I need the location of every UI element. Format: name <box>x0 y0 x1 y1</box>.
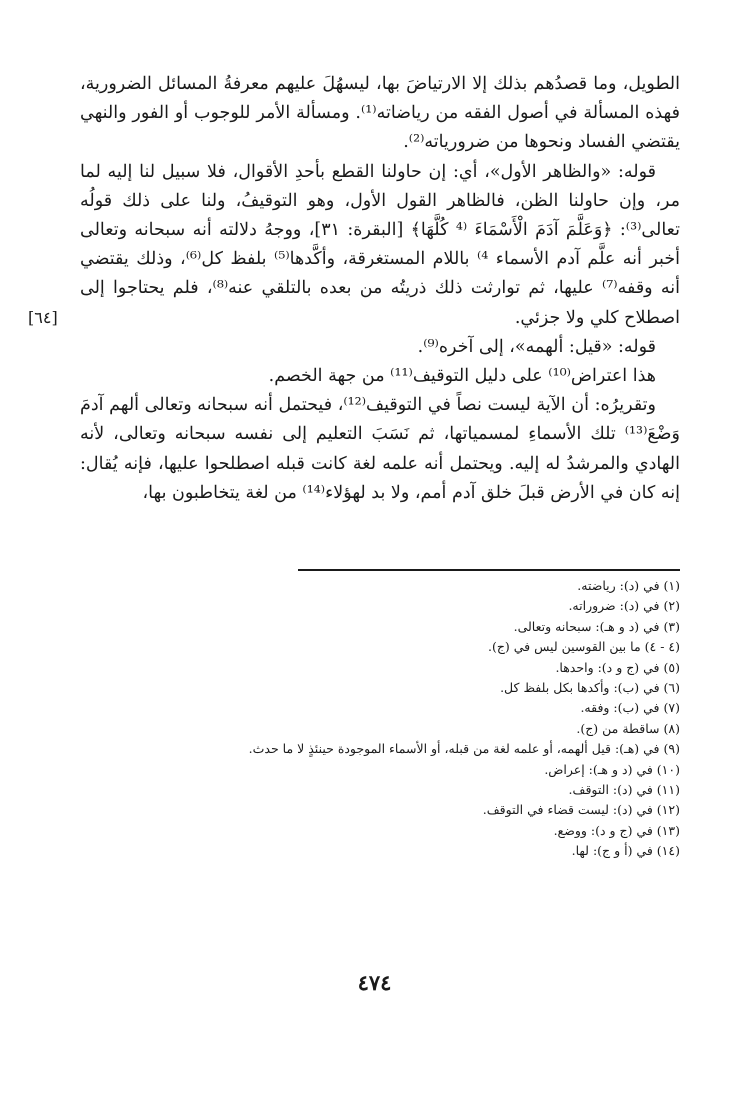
footnote-7: (٧) في (ب): وفقه. <box>580 700 680 716</box>
footnotes <box>80 576 680 862</box>
footnote-9: (٩) في (هـ): قيل ألهمه، أو علمه لغة من قبله، أو الأسماء الموجودة حينئذٍ لا ما حدث. <box>248 741 680 757</box>
footnote-3: (٣) في (د و هـ): سبحانه وتعالى. <box>513 618 680 634</box>
footnote-13: (١٣) في (ج و د): ووضع. <box>553 822 680 838</box>
footnote-8: (٨) ساقطة من (ج). <box>576 720 680 736</box>
footnote-6: (٦) في (ب): وأكدها بكل بلفظ كل. <box>500 680 680 696</box>
footnote-12: (١٢) في (د): ليست قضاء في التوقف. <box>482 802 680 818</box>
footnote-11: (١١) في (د): التوقف. <box>568 782 680 798</box>
footnote-5: (٥) في (ج و د): واحدها. <box>555 659 680 675</box>
paragraph-3: قوله: «قيل: ألهمه»، إلى آخره⁽⁹⁾. <box>417 336 656 357</box>
paragraph-2: قوله: «والظاهر الأول»، أي: إن حاولنا القطع بأحدِ الأقوال، فلا سبيل لنا إليه لما مر، وإن حاولنا الظن، فالظاهر القول الأول، وهو التوقيفُ، ولنا على ذلك قولُه تعالى⁽³⁾: ﴿وَعَلَّمَ آدَمَ الْأَسْمَاءَ ⁽⁴ كُلَّهَا﴾ [البقرة: ٣١]، ووجهُ دلالته أنه سبحانه وتعالى أخبر أنه علَّم آدم الأسماء ⁴⁾ باللام المستغرقة، وأكَّدها⁽⁵⁾ بلفظ كل⁽⁶⁾، وذلك يقتضي أنه وقفه⁽⁷⁾ عليها، ثم توارثت ذلك ذريتُه من بعده بالتلقي عنه⁽⁸⁾، فلم يحتاجوا إلى اصطلاح كلي ولا جزئي. <box>80 161 681 328</box>
paragraph-4: هذا اعتراض⁽¹⁰⁾ على دليل التوقيف⁽¹¹⁾ من جهة الخصم. <box>268 366 656 387</box>
footnote-10: (١٠) في (د و هـ): إعراض. <box>544 761 680 777</box>
main-text <box>80 70 680 508</box>
footnote-4: (٤ - ٤) ما بين القوسين ليس في (ج). <box>487 639 680 655</box>
page-number: ٤٧٤ <box>357 970 392 995</box>
footnote-separator <box>298 569 680 571</box>
footnote-1: (١) في (د): رياضته. <box>577 578 680 593</box>
margin-marker: [٦٤] <box>28 308 58 327</box>
paragraph-1: الطويل، وما قصدُهم بذلك إلا الارتياضَ بها، ليسهُلَ عليهم معرفةُ المسائل الضرورية، فهذه المسألة في أصول الفقه من رياضاته⁽¹⁾. ومسألة الأمر للوجوب أو الفور والنهي يقتضي الفساد ونحوها من ضرورياته⁽²⁾. <box>80 74 680 153</box>
paragraph-5: وتقريرُه: أن الآية ليست نصاً في التوقيف⁽¹²⁾، فيحتمل أنه سبحانه وتعالى ألهم آدمَ وَضْعَ⁽¹³⁾ تلك الأسماءِ لمسمياتها، ثم نَسَبَ التعليم إلى نفسه سبحانه وتعالى، لأنه الهادي والمرشدُ له إليه. ويحتمل أنه علمه لغة كانت قبله اصطلحوا عليها، فإنه يُقال: إنه كان في الأرض قبلَ خلق آدم أمم، ولا بد لهؤلاء⁽¹⁴⁾ من لغة يتخاطبون بها، <box>80 395 680 503</box>
footnote-2: (٢) في (د): ضروراته. <box>568 598 680 614</box>
footnote-14: (١٤) في (أ و ج): لها. <box>571 843 680 859</box>
